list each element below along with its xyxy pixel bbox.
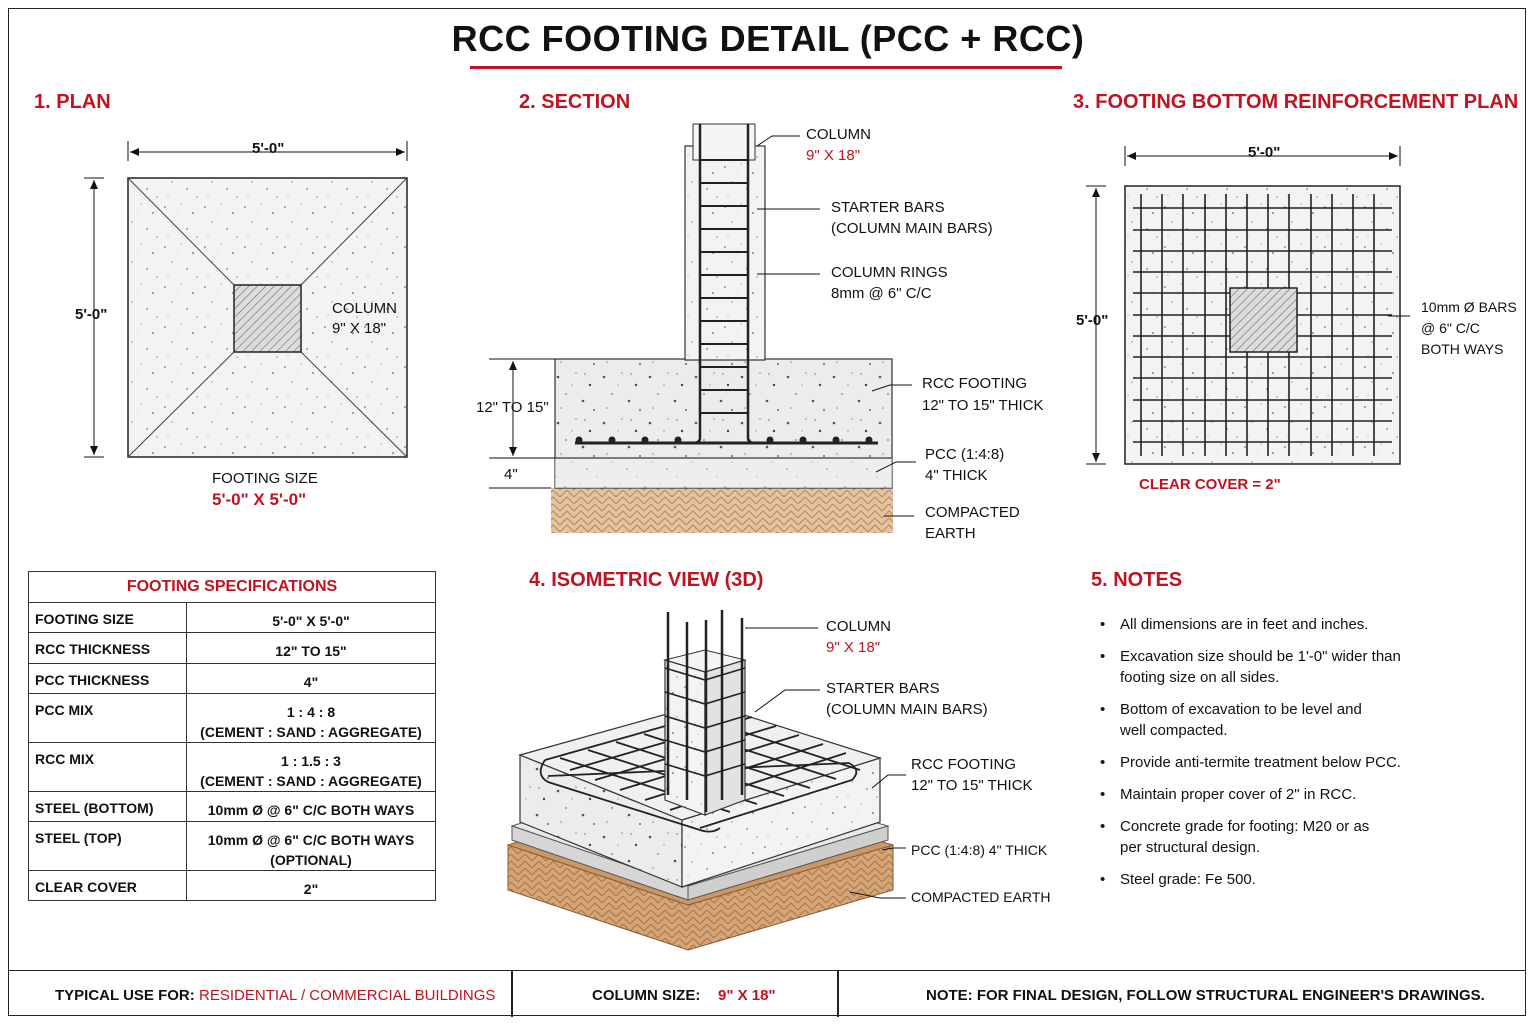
footer-column-label: COLUMN SIZE: [592,987,701,1004]
iso-starter-bars: STARTER BARS [826,680,940,697]
drawing-title: RCC FOOTING DETAIL (PCC + RCC) [451,18,1085,59]
note-line: footing size on all sides. [1120,669,1280,686]
spec-value-line2: (CEMENT : SAND : AGGREGATE) [200,773,422,789]
bottom-plan-column-hatch [1230,288,1297,352]
isometric-drawing [508,610,906,950]
iso-pcc-label: PCC (1:4:8) 4" THICK [911,842,1048,858]
section-rcc-thick: 12" TO 15" THICK [922,397,1044,414]
iso-starter-bars-sub: (COLUMN MAIN BARS) [826,701,988,718]
section-earth-layer [551,488,893,533]
section-pcc-label: PCC (1:4:8) [925,446,1005,463]
spec-value [187,822,436,871]
footer-note: NOTE: FOR FINAL DESIGN, FOLLOW STRUCTURAL ENGINEER'S DRAWINGS. [926,987,1485,1004]
bottom-plan-bars-3: BOTH WAYS [1421,341,1504,357]
spec-value-line1: 10mm Ø @ 6" C/C BOTH WAYS [207,832,415,848]
note-line: Provide anti-termite treatment below PCC. [1120,754,1401,771]
bottom-plan-drawing [1086,146,1410,464]
section-rings-sub: 8mm @ 6" C/C [831,285,932,302]
bullet-icon: • [1100,871,1106,888]
note-line: Excavation size should be 1'-0" wider than [1120,648,1401,665]
iso-earth-label: COMPACTED EARTH [911,889,1051,905]
spec-value [187,743,436,792]
spec-key: STEEL (TOP) [29,822,187,871]
section-rings: COLUMN RINGS [831,264,948,281]
spec-value-line1: 1 : 4 : 8 [286,704,336,720]
plan-column-size: 9" X 18" [332,320,387,337]
note-line: Bottom of excavation to be level and [1120,701,1362,718]
spec-value-line1: 1 : 1.5 : 3 [281,753,341,769]
spec-value: 12" TO 15" [187,633,436,664]
bottom-plan-dim-height: 5'-0" [1076,312,1109,329]
bullet-icon: • [1100,818,1106,835]
section-column-size: 9" X 18" [806,147,861,164]
spec-value [187,694,436,743]
plan-column-hatch [234,285,301,352]
plan-column-label: COLUMN [332,300,398,317]
section-earth-label: COMPACTED [925,504,1020,521]
spec-heading: FOOTING SPECIFICATIONS [29,572,436,603]
table-row [29,664,436,694]
bottom-plan-bars-1: 10mm Ø BARS [1421,299,1517,315]
plan-heading: 1. PLAN [34,91,111,113]
spec-key: PCC THICKNESS [29,664,187,694]
footer-column-value: 9" X 18" [718,987,776,1004]
table-row [29,603,436,633]
specifications-table [28,571,436,901]
spec-key: PCC MIX [29,694,187,743]
spec-value: 2" [187,871,436,901]
iso-column-label: COLUMN [826,618,892,635]
spec-header-row [29,572,436,603]
spec-key: FOOTING SIZE [29,603,187,633]
list-item [1100,646,1460,688]
plan-dim-width: 5'-0" [252,140,285,157]
plan-footing-size-label: FOOTING SIZE [212,470,318,487]
section-drawing [489,124,916,533]
bullet-icon: • [1100,648,1106,665]
spec-value-line2: (CEMENT : SAND : AGGREGATE) [200,724,422,740]
list-item [1100,614,1460,635]
bottom-plan-heading: 3. FOOTING BOTTOM REINFORCEMENT PLAN [1073,91,1519,113]
spec-key: CLEAR COVER [29,871,187,901]
section-heading: 2. SECTION [519,91,631,113]
spec-key: RCC MIX [29,743,187,792]
footer-divider [511,971,513,1017]
table-row [29,633,436,664]
spec-value-line2: (OPTIONAL) [270,852,352,868]
section-dim-pcc: 4" [504,466,518,483]
section-earth-sub: EARTH [925,525,976,542]
table-row [29,694,436,743]
footer-divider [837,971,839,1017]
section-starter-bars: STARTER BARS [831,199,945,216]
section-starter-bars-sub: (COLUMN MAIN BARS) [831,220,993,237]
note-line: Steel grade: Fe 500. [1120,871,1256,888]
note-line: well compacted. [1120,722,1228,739]
note-line: Concrete grade for footing: M20 or as [1120,818,1370,835]
iso-column [665,660,705,815]
table-row [29,743,436,792]
list-item [1100,752,1460,773]
table-row [29,871,436,901]
spec-key: STEEL (BOTTOM) [29,792,187,822]
section-rcc-footing-label: RCC FOOTING [922,375,1027,392]
list-item [1100,699,1460,741]
list-item [1100,784,1460,805]
list-item [1100,816,1460,858]
bottom-plan-dim-width: 5'-0" [1248,144,1281,161]
iso-column-size: 9" X 18" [826,639,881,656]
note-line: per structural design. [1120,839,1261,856]
plan-footing-size-value: 5'-0" X 5'-0" [212,490,307,509]
table-row [29,792,436,822]
footer-use-value: RESIDENTIAL / COMMERCIAL BUILDINGS [199,987,496,1004]
isometric-heading: 4. ISOMETRIC VIEW (3D) [529,569,764,591]
bullet-icon: • [1100,786,1106,803]
plan-dim-height: 5'-0" [75,306,108,323]
spec-value: 5'-0" X 5'-0" [187,603,436,633]
spec-key: RCC THICKNESS [29,633,187,664]
section-pcc-thick: 4" THICK [925,467,988,484]
bullet-icon: • [1100,701,1106,718]
notes-heading: 5. NOTES [1091,569,1183,591]
note-line: Maintain proper cover of 2" in RCC. [1120,786,1357,803]
footer-bar [8,970,1526,1016]
table-row [29,822,436,871]
section-dim-rcc: 12" TO 15" [476,399,549,416]
iso-rcc-footing-label: RCC FOOTING [911,756,1016,773]
bottom-plan-bars-2: @ 6" C/C [1421,320,1480,336]
bullet-icon: • [1100,616,1106,633]
bottom-plan-clear-cover: CLEAR COVER = 2" [1139,476,1281,493]
notes-list [1100,614,1460,901]
note-line: All dimensions are in feet and inches. [1120,616,1369,633]
footer-use-label: TYPICAL USE FOR: [55,987,195,1004]
spec-value: 4" [187,664,436,694]
bullet-icon: • [1100,754,1106,771]
list-item [1100,869,1460,890]
spec-value: 10mm Ø @ 6" C/C BOTH WAYS [187,792,436,822]
iso-rcc-thick: 12" TO 15" THICK [911,777,1033,794]
section-column-label: COLUMN [806,126,872,143]
